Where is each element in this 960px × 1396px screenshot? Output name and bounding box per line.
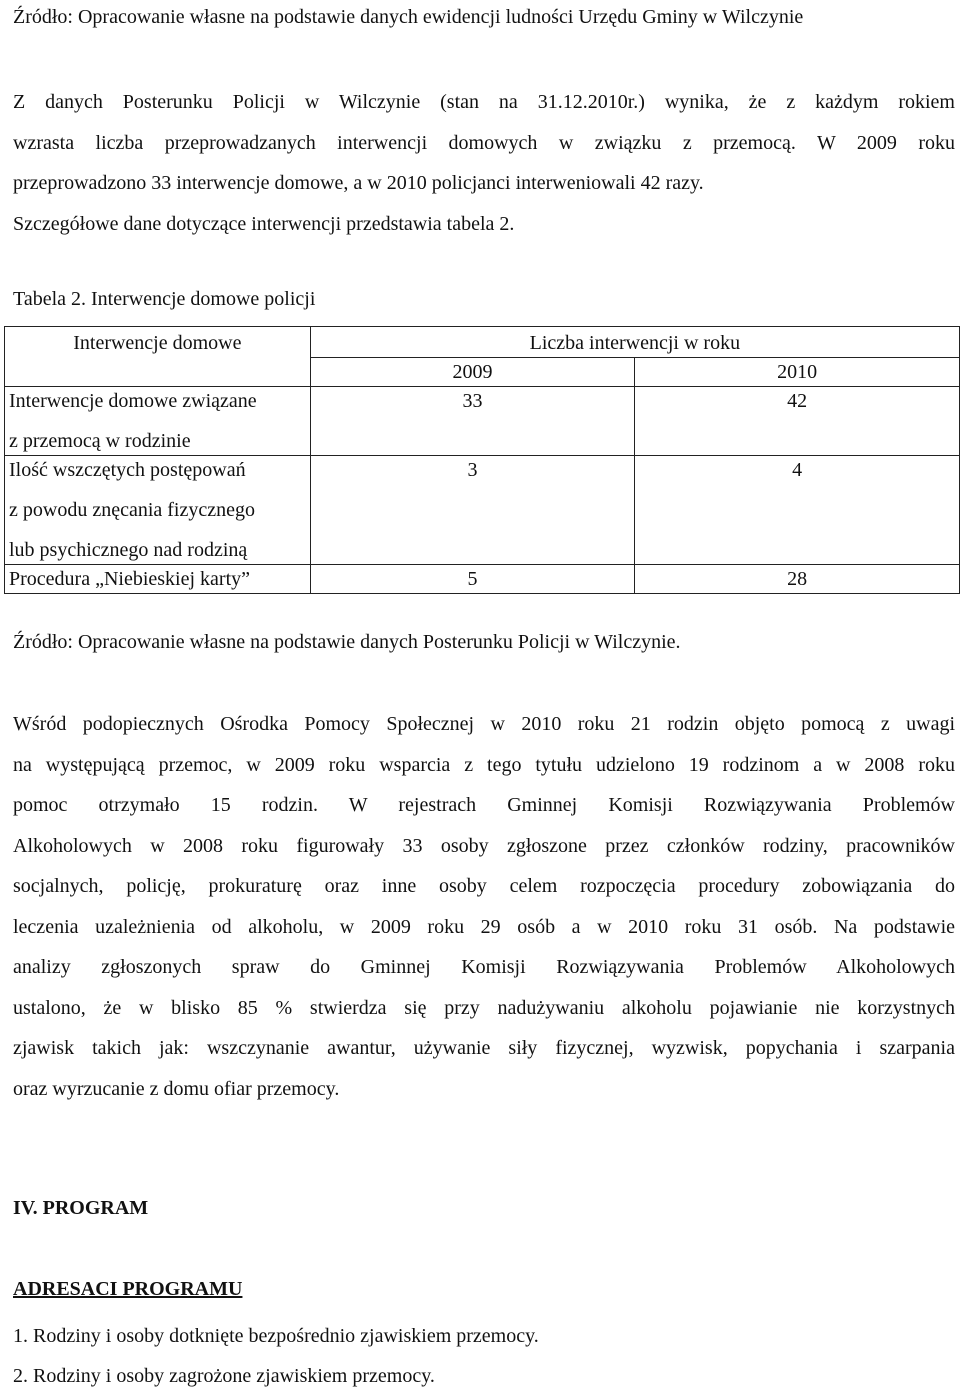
- paragraph-social-help: [13, 704, 955, 1109]
- row-value-2009: 33: [310, 387, 635, 456]
- source-note-top: Źródło: Opracowanie własne na podstawie danych ewidencji ludności Urzędu Gminy w Wilczynie: [13, 6, 804, 28]
- paragraph-line: wzrasta liczba przeprowadzanych interwencji domowych w związku z przemocą. W 2009 roku: [13, 131, 955, 154]
- row-value-2010: 4: [635, 456, 960, 565]
- paragraph-line: socjalnych, policję, prokuraturę oraz inne osoby celem rozpoczęcia procedury zobowiązania do: [13, 875, 955, 897]
- paragraph-line: Alkoholowych w 2008 roku figurowały 33 osoby zgłoszone przez członków rodziny, pracowników: [13, 834, 955, 857]
- paragraph-line: Szczegółowe dane dotyczące interwencji przedstawia tabela 2.: [13, 212, 515, 235]
- row-value-2009: 3: [310, 456, 635, 565]
- paragraph-line: oraz wyrzucanie z domu ofiar przemocy.: [13, 1077, 340, 1100]
- paragraph-line: zjawisk takich jak: wszczynanie awantur, używanie siły fizycznej, wyzwisk, popychania i szarpania: [13, 1037, 955, 1059]
- row-label: Ilość wszczętych postępowań z powodu znęcania fizycznego lub psychicznego nad rodziną: [5, 456, 311, 565]
- row-value-2010: 42: [635, 387, 960, 456]
- paragraph-line: przeprowadzono 33 interwencje domowe, a w 2010 policjanci interweniowali 42 razy.: [13, 172, 704, 194]
- list-item: 2. Rodziny i osoby zagrożone zjawiskiem przemocy.: [13, 1365, 435, 1387]
- paragraph-line: leczenia uzależnienia od alkoholu, w 2009 roku 29 osób a w 2010 roku 31 osób. Na podstawie: [13, 915, 955, 938]
- header-year-2010: 2010: [635, 358, 960, 387]
- table-row: [5, 387, 960, 456]
- header-year-2009: 2009: [310, 358, 635, 387]
- header-left: Interwencje domowe: [5, 327, 311, 358]
- row-label: Interwencje domowe związane z przemocą w rodzinie: [5, 387, 311, 456]
- addressees-list: [13, 1316, 539, 1396]
- table-header-row: [5, 327, 960, 358]
- table-row: [5, 565, 960, 594]
- paragraph-line: pomoc otrzymało 15 rodzin. W rejestrach Gminnej Komisji Rozwiązywania Problemów: [13, 794, 955, 816]
- paragraph-line: na występującą przemoc, w 2009 roku wsparcia z tego tytułu udzielono 19 rodzinom a w 2008 roku: [13, 753, 955, 776]
- heading-adresaci: ADRESACI PROGRAMU: [13, 1278, 243, 1300]
- heading-program: IV. PROGRAM: [13, 1197, 149, 1219]
- paragraph-police-data: [13, 82, 955, 244]
- paragraph-line: Z danych Posterunku Policji w Wilczynie (stan na 31.12.2010r.) wynika, że z każdym rokiem: [13, 91, 955, 113]
- table-year-row: [5, 358, 960, 387]
- paragraph-line: Wśród podopiecznych Ośrodka Pomocy Społecznej w 2010 roku 21 rodzin objęto pomocą z uwagi: [13, 713, 955, 735]
- row-value-2010: 28: [635, 565, 960, 594]
- header-left-empty: [5, 358, 311, 387]
- paragraph-line: analizy zgłoszonych spraw do Gminnej Komisji Rozwiązywania Problemów Alkoholowych: [13, 956, 955, 978]
- interventions-table: [4, 326, 960, 594]
- list-item: 1. Rodziny i osoby dotknięte bezpośrednio zjawiskiem przemocy.: [13, 1325, 539, 1347]
- table-row: [5, 456, 960, 565]
- paragraph-line: ustalono, że w blisko 85 % stwierdza się przy nadużywaniu alkoholu pojawianie nie korzystnych: [13, 996, 955, 1019]
- table-title: Tabela 2. Interwencje domowe policji: [13, 288, 316, 310]
- header-right: Liczba interwencji w roku: [310, 327, 959, 358]
- source-note-table: Źródło: Opracowanie własne na podstawie danych Posterunku Policji w Wilczynie.: [13, 631, 681, 653]
- row-label: Procedura „Niebieskiej karty”: [5, 565, 311, 594]
- row-value-2009: 5: [310, 565, 635, 594]
